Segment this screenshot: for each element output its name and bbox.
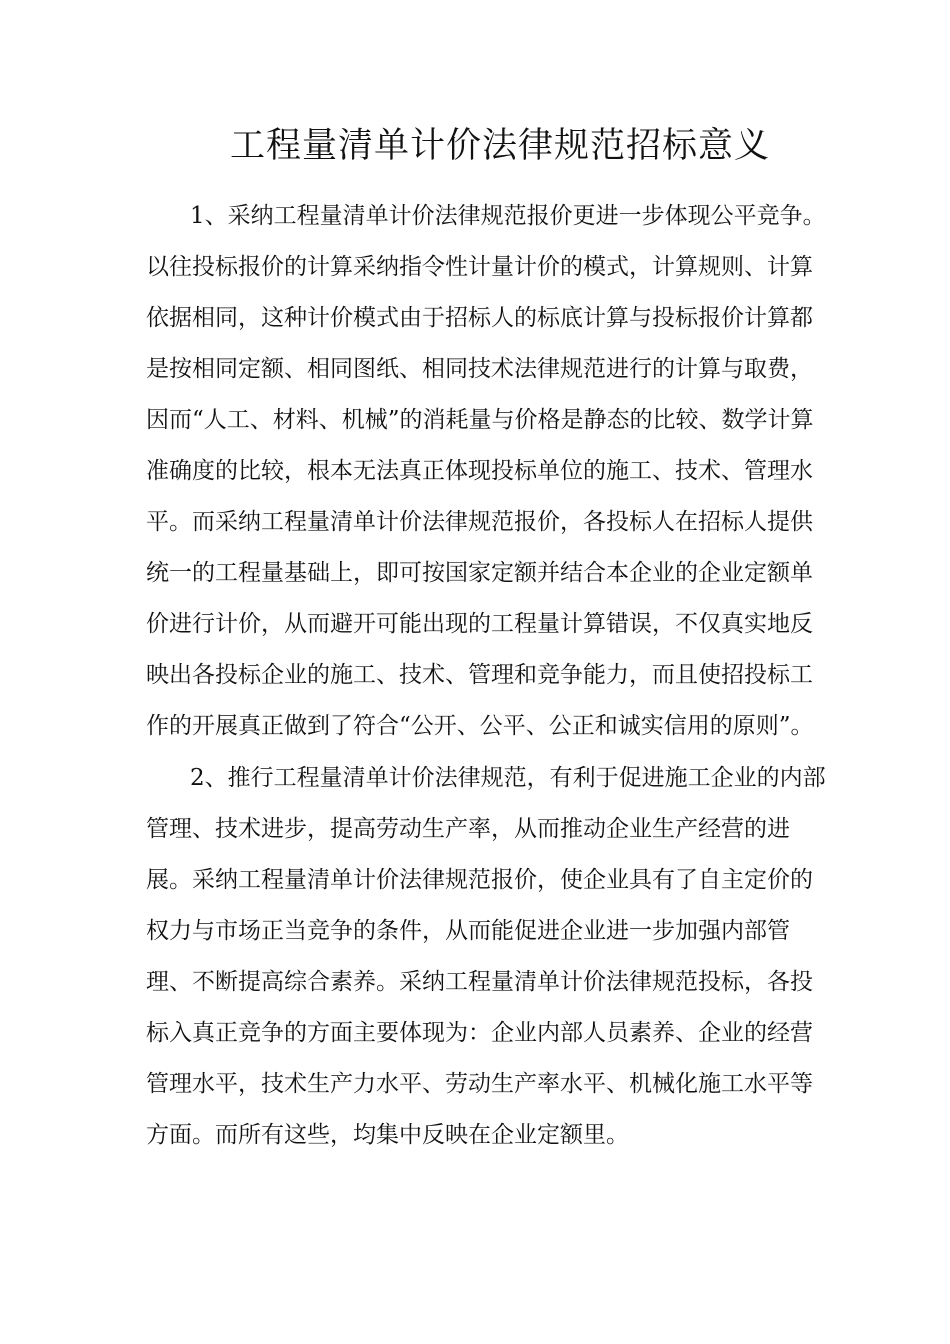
paragraph-line: 方面。而所有这些，均集中反映在企业定额里。 [146, 1122, 629, 1148]
paragraph-line: 理、不断提高综合素养。采纳工程量清单计价法律规范投标，各投 [146, 969, 813, 995]
paragraph-line: 依据相同，这种计价模式由于招标人的标底计算与投标报价计算都 [146, 305, 813, 331]
paragraph-line: 管理、技术进步，提高劳动生产率，从而推动企业生产经营的进 [146, 816, 790, 842]
paragraph-line: 平。而采纳工程量清单计价法律规范报价，各投标人在招标人提供 [146, 509, 813, 535]
paragraph-1 [146, 191, 826, 752]
paragraph-line: 准确度的比较，根本无法真正体现投标单位的施工、技术、管理水 [146, 458, 813, 484]
paragraph-line: 标入真正竞争的方面主要体现为：企业内部人员素养、企业的经营 [146, 1020, 813, 1046]
paragraph-line: 统一的工程量基础上，即可按国家定额并结合本企业的企业定额单 [146, 560, 813, 586]
paragraph-line: 2、推行工程量清单计价法律规范，有利于促进施工企业的内部 [190, 765, 826, 791]
paragraph-line: 权力与市场正当竞争的条件，从而能促进企业进一步加强内部管 [146, 918, 790, 944]
paragraph-line: 管理水平，技术生产力水平、劳动生产率水平、机械化施工水平等 [146, 1071, 813, 1097]
paragraph-line: 1、采纳工程量清单计价法律规范报价更进一步体现公平竞争。 [190, 203, 826, 229]
paragraph-line: 作的开展真正做到了符合“公开、公平、公正和诚实信用的原则”。 [146, 713, 814, 739]
paragraph-line: 是按相同定额、相同图纸、相同技术法律规范进行的计算与取费， [146, 356, 813, 382]
paragraph-line: 展。采纳工程量清单计价法律规范报价，使企业具有了自主定价的 [146, 867, 813, 893]
paragraph-line: 因而“人工、材料、机械”的消耗量与价格是静态的比较、数学计算 [146, 407, 814, 433]
paragraph-line: 映出各投标企业的施工、技术、管理和竞争能力，而且使招投标工 [146, 662, 813, 688]
paragraph-line: 价进行计价，从而避开可能出现的工程量计算错误，不仅真实地反 [146, 611, 813, 637]
paragraph-line: 以往投标报价的计算采纳指令性计量计价的模式，计算规则、计算 [146, 254, 813, 280]
document-title: 工程量清单计价法律规范招标意义 [229, 126, 770, 166]
paragraph-2 [146, 753, 826, 1161]
